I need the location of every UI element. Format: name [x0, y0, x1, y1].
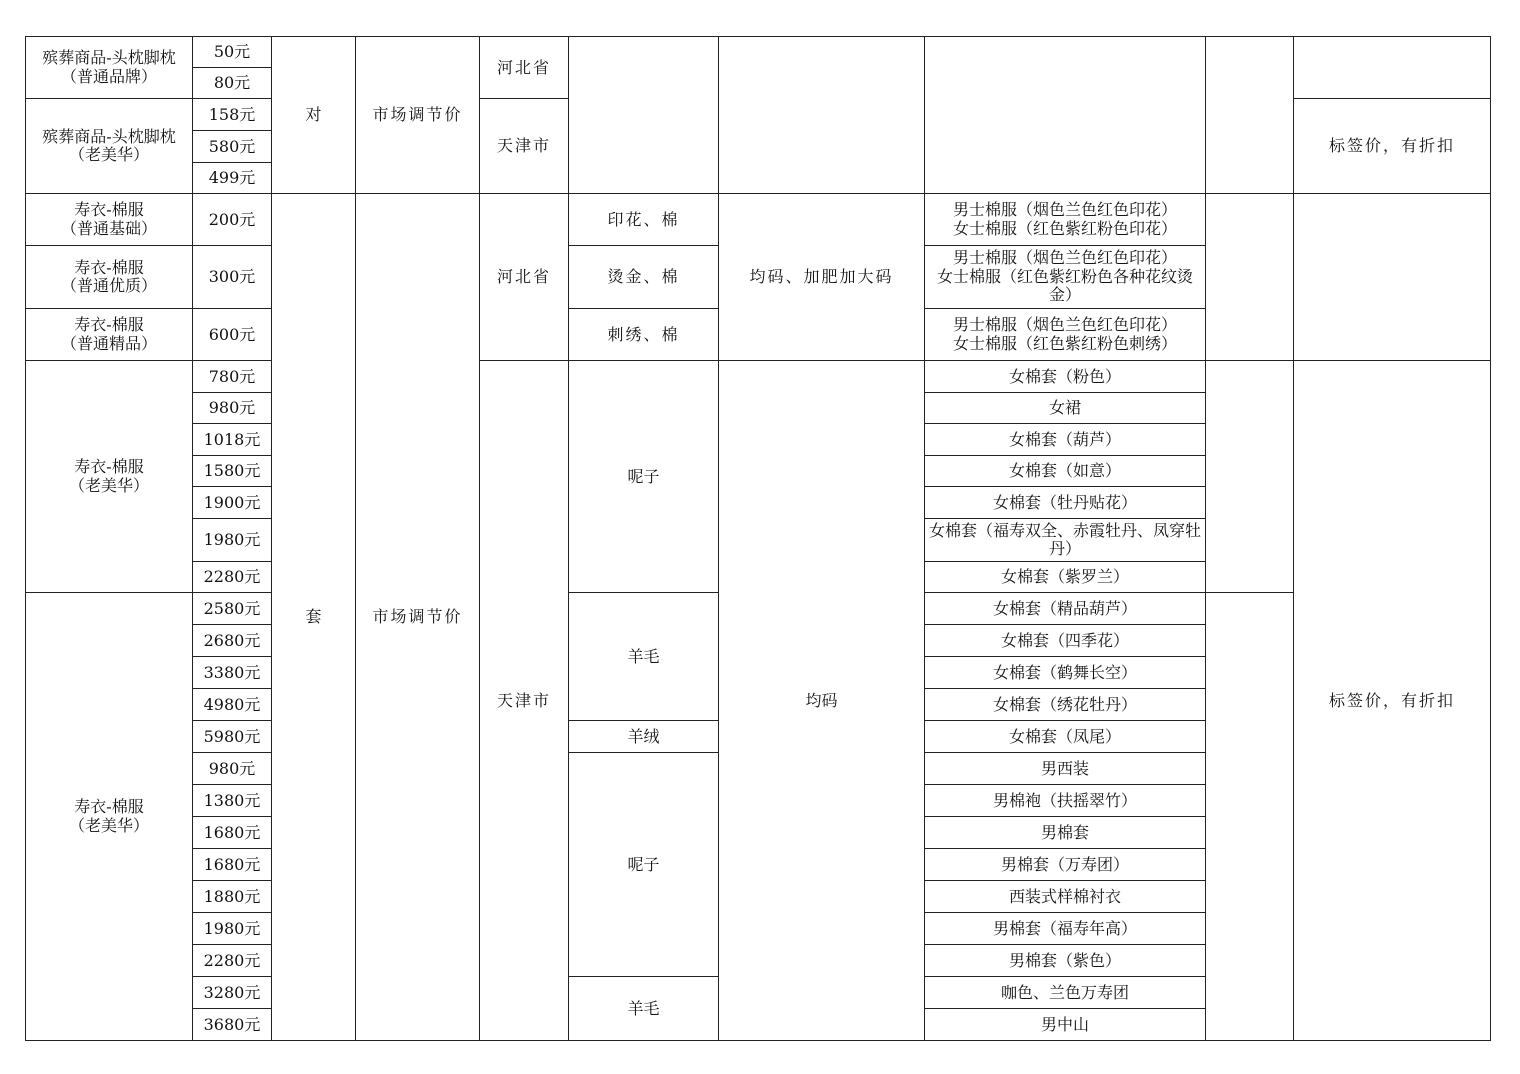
- price-cell: 2680元: [193, 625, 272, 657]
- price-cell: 50元: [193, 37, 272, 68]
- product-name-cell: [26, 309, 193, 361]
- price-cell: 1680元: [193, 849, 272, 881]
- material-cell: 羊毛: [569, 593, 719, 721]
- region-cell: 河北省: [480, 194, 569, 361]
- description-cell: 男中山: [925, 1009, 1206, 1041]
- product-name: 殡葬商品-头枕脚枕: [42, 126, 176, 146]
- product-name-cell: [26, 593, 193, 1041]
- description-line: 男士棉服（烟色兰色红色印花）: [952, 248, 1177, 268]
- pricing-cell: 市场调节价: [356, 194, 480, 1041]
- description-cell: 西装式样棉衬衣: [925, 881, 1206, 913]
- description-cell: 男棉套（万寿团）: [925, 849, 1206, 881]
- material-cell: 羊毛: [569, 977, 719, 1041]
- price-cell: 5980元: [193, 721, 272, 753]
- product-subname: （老美华）: [68, 815, 149, 835]
- product-subname: （普通精品）: [60, 333, 157, 353]
- description-cell: [925, 309, 1206, 361]
- extra-cell: [1206, 593, 1294, 1041]
- description-cell: 男棉套（福寿年高）: [925, 913, 1206, 945]
- price-cell: 200元: [193, 194, 272, 246]
- product-name-cell: [26, 246, 193, 309]
- product-subname: （普通基础）: [60, 218, 157, 238]
- description-line: 女士棉服（红色紫红粉色刺绣）: [952, 333, 1177, 353]
- price-cell: 980元: [193, 753, 272, 785]
- description-cell: 男西装: [925, 753, 1206, 785]
- description-cell: 女棉套（精品葫芦）: [925, 593, 1206, 625]
- description-line: 男士棉服（烟色兰色红色印花）: [952, 315, 1177, 335]
- material-cell: 印花、棉: [569, 194, 719, 246]
- price-cell: 1580元: [193, 456, 272, 487]
- description-cell: [925, 37, 1206, 194]
- product-subname: （老美华）: [68, 475, 149, 495]
- price-cell: 580元: [193, 131, 272, 163]
- remark-cell: 标签价，有折扣: [1294, 361, 1491, 1041]
- remark-cell: 标签价，有折扣: [1294, 99, 1491, 194]
- price-cell: 1880元: [193, 881, 272, 913]
- material-cell: 烫金、棉: [569, 246, 719, 309]
- unit-cell: 套: [272, 194, 356, 1041]
- product-subname: （普通品牌）: [60, 66, 157, 86]
- product-subname: （老美华）: [68, 145, 149, 164]
- description-line: 女士棉服（红色紫红粉色各种花纹烫金）: [936, 266, 1193, 305]
- extra-cell: [1206, 361, 1294, 593]
- price-cell: 158元: [193, 99, 272, 131]
- price-cell: 2280元: [193, 945, 272, 977]
- price-cell: 2280元: [193, 562, 272, 593]
- price-cell: 980元: [193, 393, 272, 424]
- table-row: [26, 361, 1491, 393]
- description-cell: [925, 194, 1206, 246]
- description-cell: 女棉套（绣花牡丹）: [925, 689, 1206, 721]
- description-line: 女士棉服（红色紫红粉色印花）: [952, 218, 1177, 238]
- price-cell: 1018元: [193, 424, 272, 456]
- description-cell: 女棉套（凤尾）: [925, 721, 1206, 753]
- material-cell: 呢子: [569, 361, 719, 593]
- region-cell: 天津市: [480, 361, 569, 1041]
- price-cell: 1980元: [193, 519, 272, 562]
- price-cell: 1900元: [193, 487, 272, 519]
- product-name: 寿衣-棉服: [74, 797, 144, 817]
- price-table: [25, 36, 1491, 1041]
- size-cell: [719, 37, 925, 194]
- material-cell: [569, 37, 719, 194]
- price-cell: 499元: [193, 163, 272, 194]
- unit-cell: 对: [272, 37, 356, 194]
- description-cell: 女棉套（粉色）: [925, 361, 1206, 393]
- description-cell: 男棉套（紫色）: [925, 945, 1206, 977]
- size-cell: 均码: [719, 361, 925, 1041]
- product-name-cell: [26, 99, 193, 194]
- price-cell: 4980元: [193, 689, 272, 721]
- extra-cell: [1206, 194, 1294, 361]
- material-cell: 呢子: [569, 753, 719, 977]
- price-cell: 3680元: [193, 1009, 272, 1041]
- product-name-cell: [26, 37, 193, 99]
- price-cell: 3380元: [193, 657, 272, 689]
- description-line: 男士棉服（烟色兰色红色印花）: [952, 200, 1177, 220]
- product-name: 殡葬商品-头枕脚枕: [42, 48, 176, 68]
- product-name: 寿衣-棉服: [74, 315, 144, 335]
- material-cell: 羊绒: [569, 721, 719, 753]
- product-name: 寿衣-棉服: [74, 200, 144, 220]
- remark-cell: [1294, 37, 1491, 99]
- description-cell: 女棉套（四季花）: [925, 625, 1206, 657]
- description-cell: [925, 246, 1206, 309]
- description-cell: 女棉套（牡丹贴花）: [925, 487, 1206, 519]
- description-cell: 男棉袍（扶摇翠竹）: [925, 785, 1206, 817]
- price-cell: 1380元: [193, 785, 272, 817]
- product-subname: （普通优质）: [60, 276, 157, 295]
- price-cell: 780元: [193, 361, 272, 393]
- product-name: 寿衣-棉服: [74, 257, 144, 277]
- remark-cell: [1294, 194, 1491, 361]
- price-cell: 80元: [193, 68, 272, 99]
- price-cell: 300元: [193, 246, 272, 309]
- price-cell: 600元: [193, 309, 272, 361]
- description-cell: 女棉套（鹤舞长空）: [925, 657, 1206, 689]
- pricing-cell: 市场调节价: [356, 37, 480, 194]
- size-cell: 均码、加肥加大码: [719, 194, 925, 361]
- region-cell: 天津市: [480, 99, 569, 194]
- price-cell: 2580元: [193, 593, 272, 625]
- product-name: 寿衣-棉服: [74, 457, 144, 477]
- description-cell: 女棉套（葫芦）: [925, 424, 1206, 456]
- description-cell: 女棉套（紫罗兰）: [925, 562, 1206, 593]
- table-row: [26, 37, 1491, 68]
- product-name-cell: [26, 361, 193, 593]
- description-cell: 男棉套: [925, 817, 1206, 849]
- region-cell: 河北省: [480, 37, 569, 99]
- table-row: [26, 194, 1491, 246]
- price-cell: 3280元: [193, 977, 272, 1009]
- product-name-cell: [26, 194, 193, 246]
- description-cell: 女棉套（如意）: [925, 456, 1206, 487]
- extra-cell: [1206, 37, 1294, 194]
- description-cell: 女棉套（福寿双全、赤霞牡丹、凤穿牡丹）: [925, 519, 1206, 562]
- price-cell: 1680元: [193, 817, 272, 849]
- description-cell: 咖色、兰色万寿团: [925, 977, 1206, 1009]
- price-cell: 1980元: [193, 913, 272, 945]
- description-cell: 女裙: [925, 393, 1206, 424]
- material-cell: 刺绣、棉: [569, 309, 719, 361]
